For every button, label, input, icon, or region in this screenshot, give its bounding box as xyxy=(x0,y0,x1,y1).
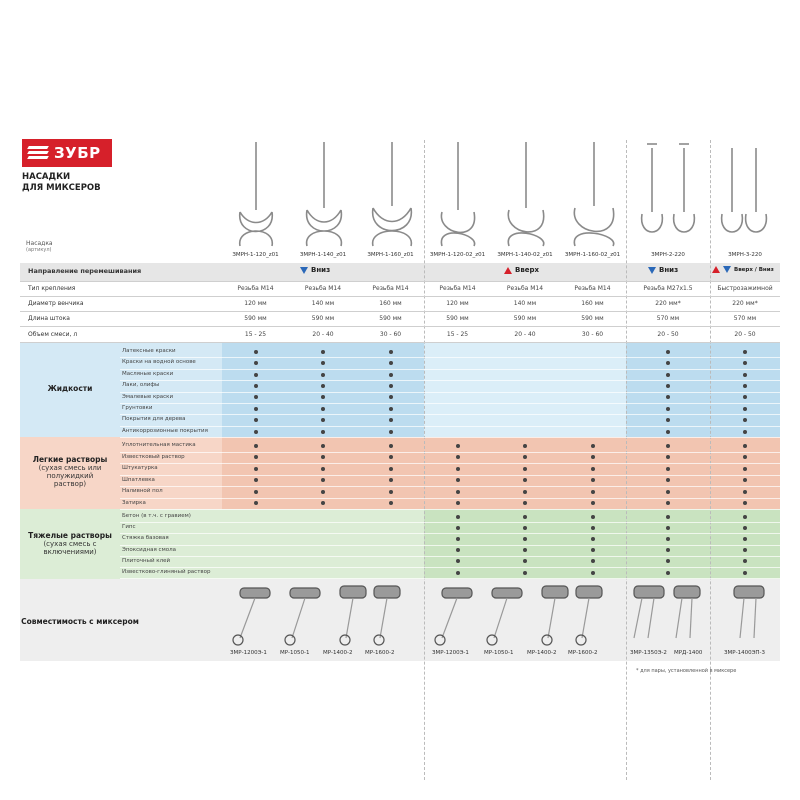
mixer-label: МР-1400-2 xyxy=(323,650,353,656)
compatibility-dot xyxy=(591,559,595,563)
compatibility-dot xyxy=(666,350,670,354)
mixer-icon xyxy=(340,586,366,645)
compatibility-dot xyxy=(666,430,670,434)
compatibility-dot xyxy=(456,537,460,541)
paddle-icon xyxy=(746,148,767,232)
compatibility-dot xyxy=(743,444,747,448)
compatibility-dot xyxy=(666,571,670,575)
mixer-icon xyxy=(285,588,320,645)
compatibility-dot xyxy=(321,490,325,494)
mount-label: Тип крепления xyxy=(28,285,76,292)
compatibility-dot xyxy=(321,430,325,434)
product-name: ЗМРН-1-140_z01 xyxy=(299,252,347,258)
length-cell: 570 мм xyxy=(733,315,757,322)
brand-logo xyxy=(22,139,112,167)
paddle-icon xyxy=(674,144,695,232)
compatibility-dot xyxy=(743,430,747,434)
compatibility-dot xyxy=(456,515,460,519)
material-label: Латексные краски xyxy=(122,348,176,354)
row-divider xyxy=(120,498,780,499)
mixer-label: МР-1050-1 xyxy=(484,650,514,656)
mixer-label: МР-1050-1 xyxy=(280,650,310,656)
diameter-cell: 160 мм xyxy=(581,300,604,307)
compatibility-dot xyxy=(743,537,747,541)
direction-text: Вверх xyxy=(515,266,540,274)
light-subtitle: (сухая смесь или полужидкий раствор) xyxy=(38,464,102,488)
compatibility-dot xyxy=(666,537,670,541)
compatibility-dot xyxy=(254,444,258,448)
compatibility-dot xyxy=(743,515,747,519)
compatibility-dot xyxy=(456,526,460,530)
diameter-label: Диаметр венчика xyxy=(28,300,84,307)
material-label: Плиточный клей xyxy=(122,557,171,564)
title-line-2: ДЛЯ МИКСЕРОВ xyxy=(22,183,101,193)
page-title xyxy=(22,172,101,194)
material-label: Масляные краски xyxy=(122,370,174,377)
compatibility-dot xyxy=(254,395,258,399)
paddle-icon xyxy=(508,142,543,246)
compatibility-dot xyxy=(666,490,670,494)
material-label: Грунтовки xyxy=(122,405,153,411)
diameter-cell: 140 мм xyxy=(311,300,335,307)
compatibility-dot xyxy=(389,444,393,448)
compatibility-dot xyxy=(591,571,595,575)
compatibility-dot xyxy=(591,478,595,482)
length-cell: 590 мм xyxy=(379,315,402,322)
compatibility-dot xyxy=(254,407,258,411)
mixer-icon xyxy=(734,586,764,638)
mixer-label: ЗМР-1200Э-1 xyxy=(432,650,469,656)
row-divider xyxy=(120,380,780,381)
row-divider xyxy=(120,556,780,557)
volume-cell: 15 - 25 xyxy=(244,331,267,338)
row-divider xyxy=(120,578,780,579)
compatibility-dot xyxy=(523,490,527,494)
volume-cell: 20 - 50 xyxy=(734,331,756,338)
mixer-label: МР-1400-2 xyxy=(527,650,557,656)
row-divider xyxy=(120,437,780,438)
material-label: Покрытия для дерева xyxy=(122,416,186,423)
compatibility-dot xyxy=(389,418,393,422)
material-label: Известково-глиняный раствор xyxy=(122,569,211,575)
mixer-label: ЗМР-1400ЭП-3 xyxy=(724,650,766,656)
product-name: ЗМРН-1-120-02_z01 xyxy=(429,252,486,258)
compatibility-dot xyxy=(389,478,393,482)
paddle-icon xyxy=(373,142,412,246)
sku-label xyxy=(26,240,53,254)
material-label: Затирка xyxy=(122,499,146,506)
compatibility-dot xyxy=(254,490,258,494)
title-line-1: НАСАДКИ xyxy=(22,172,71,182)
compatibility-dot xyxy=(389,501,393,505)
volume-cell: 30 - 60 xyxy=(379,331,402,338)
mixer-icon xyxy=(487,588,522,645)
paddle-icon xyxy=(722,148,743,232)
compatibility-dot xyxy=(254,467,258,471)
arrow-down-icon xyxy=(723,266,731,273)
compatibility-dot xyxy=(743,373,747,377)
compatibility-dot xyxy=(389,467,393,471)
compatibility-dot xyxy=(743,384,747,388)
compatibility-dot xyxy=(389,407,393,411)
compatibility-dot xyxy=(389,350,393,354)
mixer-icon xyxy=(542,586,568,645)
compatibility-dot xyxy=(523,444,527,448)
row-divider xyxy=(120,486,780,487)
compatibility-dot xyxy=(389,373,393,377)
compatibility-dot xyxy=(743,571,747,575)
compatibility-dot xyxy=(254,384,258,388)
material-label: Штукатурка xyxy=(122,465,158,471)
mount-cell: Резьба М14 xyxy=(574,285,611,292)
mixer-icon xyxy=(674,586,700,638)
compatibility-dot xyxy=(254,361,258,365)
compatibility-dot xyxy=(591,444,595,448)
material-label: Антикоррозионные покрытия xyxy=(122,427,208,434)
product-name: ЗМРН-2-220 xyxy=(651,252,685,258)
mixer-label: МР-1600-2 xyxy=(568,650,598,656)
compatibility-dot xyxy=(666,467,670,471)
row-divider xyxy=(120,426,780,427)
row-divider xyxy=(120,392,780,393)
row-divider xyxy=(120,509,780,510)
compatibility-dot xyxy=(591,537,595,541)
compatibility-dot xyxy=(254,350,258,354)
arrow-up-icon xyxy=(712,266,720,273)
compatibility-dot xyxy=(456,490,460,494)
material-label: Краски на водной основе xyxy=(122,359,196,366)
compatibility-dot xyxy=(591,467,595,471)
mixer-icon xyxy=(576,586,602,645)
mixer-icon xyxy=(435,588,472,645)
direction-down xyxy=(300,266,330,274)
compatibility-dot xyxy=(389,455,393,459)
diameter-cell: 120 мм xyxy=(446,300,469,307)
volume-cell: 30 - 60 xyxy=(581,331,604,338)
product-name: ЗМРН-1-160-02_z01 xyxy=(564,252,621,258)
compatibility-dot xyxy=(591,455,595,459)
length-cell: 590 мм xyxy=(311,315,335,322)
compatibility-dot xyxy=(321,350,325,354)
arrow-down-icon xyxy=(648,267,656,274)
compatibility-dot xyxy=(523,537,527,541)
compatibility-dot xyxy=(456,444,460,448)
paddle-icon xyxy=(574,142,613,246)
row-divider xyxy=(120,452,780,453)
direction-label: Направление перемешивания xyxy=(28,267,142,275)
compatibility-dot xyxy=(389,395,393,399)
product-name: ЗМРН-1-120_z01 xyxy=(232,252,279,258)
compatibility-dot xyxy=(456,501,460,505)
row-divider xyxy=(120,533,780,534)
compatibility-dot xyxy=(456,455,460,459)
compatibility-dot xyxy=(321,384,325,388)
row-divider xyxy=(120,357,780,358)
length-cell: 590 мм xyxy=(513,315,537,322)
row-divider xyxy=(120,414,780,415)
material-label: Шпатлевка xyxy=(122,476,155,483)
row-divider xyxy=(120,475,780,476)
row-divider xyxy=(120,463,780,464)
material-label: Известковый раствор xyxy=(122,453,185,460)
compatibility-dot xyxy=(254,478,258,482)
compatibility-dot xyxy=(743,407,747,411)
compatibility-dot xyxy=(666,373,670,377)
mount-cell: Резьба М14 xyxy=(237,285,274,292)
length-cell: 590 мм xyxy=(581,315,604,322)
mount-cell: Резьба М14 xyxy=(372,285,409,292)
direction-text: Вверх / Вниз xyxy=(734,266,774,273)
brand-mark-icon xyxy=(28,145,48,161)
compatibility-dot xyxy=(743,490,747,494)
compatibility-dot xyxy=(591,490,595,494)
row-divider xyxy=(120,545,780,546)
mixer-illustrations xyxy=(222,582,780,648)
mount-cell: Быстрозажимной xyxy=(717,285,773,292)
brand-name: ЗУБР xyxy=(54,144,101,162)
heavy-subtitle: (сухая смесь с включениями) xyxy=(43,540,97,556)
compatibility-dot xyxy=(523,571,527,575)
material-label: Лаки, олифы xyxy=(122,382,160,389)
volume-cell: 20 - 40 xyxy=(514,331,536,338)
row-divider xyxy=(120,403,780,404)
mount-cell: Резьба М14 xyxy=(304,285,342,292)
material-label: Гипс xyxy=(122,524,136,531)
compatibility-dot xyxy=(743,350,747,354)
compatibility-dot xyxy=(456,478,460,482)
compatibility-dot xyxy=(666,526,670,530)
direction-both xyxy=(712,266,774,273)
compatibility-dot xyxy=(456,548,460,552)
compatibility-dot xyxy=(743,526,747,530)
material-label: Стяжка базовая xyxy=(122,535,169,542)
direction-down xyxy=(648,266,678,274)
liquids-title: Жидкости xyxy=(47,384,93,393)
light-title: Легкие растворы (сухая смесь или полужидкий раствор) xyxy=(32,455,108,488)
compatibility-dot xyxy=(254,430,258,434)
diameter-cell: 220 мм* xyxy=(655,300,681,307)
diameter-cell: 160 мм xyxy=(379,300,402,307)
material-label: Эмалевые краски xyxy=(122,393,174,400)
material-label: Бетон (в т.ч. с гравием) xyxy=(122,513,191,519)
compatibility-dot xyxy=(591,548,595,552)
paddle-icon xyxy=(441,142,474,246)
compatibility-dot xyxy=(389,384,393,388)
row-divider xyxy=(120,522,780,523)
volume-cell: 15 - 25 xyxy=(446,331,469,338)
volume-label: Объем смеси, л xyxy=(28,331,78,338)
arrow-up-icon xyxy=(504,267,512,274)
sku-label-sub: (артикул) xyxy=(26,247,52,253)
arrow-down-icon xyxy=(300,267,308,274)
direction-text: Вниз xyxy=(659,266,679,274)
length-label: Длина штока xyxy=(28,315,70,322)
length-cell: 590 мм xyxy=(446,315,469,322)
direction-text: Вниз xyxy=(311,266,331,274)
compatibility-dot xyxy=(321,373,325,377)
compatibility-dot xyxy=(523,467,527,471)
diameter-cell: 120 мм xyxy=(244,300,267,307)
mixer-label: МРД-1400 xyxy=(674,650,703,656)
compatibility-dot xyxy=(389,490,393,494)
compatibility-dot xyxy=(321,407,325,411)
diameter-cell: 140 мм xyxy=(513,300,537,307)
compat-title: Совместимость с миксером xyxy=(21,617,139,626)
mixer-icon xyxy=(374,586,400,645)
compatibility-dot xyxy=(254,501,258,505)
paddle-icon xyxy=(307,142,342,246)
volume-cell: 20 - 40 xyxy=(312,331,334,338)
product-name: ЗМРН-3-220 xyxy=(728,252,762,258)
compatibility-dot xyxy=(456,571,460,575)
material-label: Эпоксидная смола xyxy=(122,546,176,553)
compatibility-dot xyxy=(321,444,325,448)
footnote: * для пары, установленной в миксере xyxy=(636,668,737,674)
length-cell: 570 мм xyxy=(656,315,680,322)
compatibility-dot xyxy=(523,526,527,530)
compatibility-dot xyxy=(456,467,460,471)
compatibility-dot xyxy=(591,526,595,530)
volume-cell: 20 - 50 xyxy=(657,331,679,338)
row-divider xyxy=(120,567,780,568)
compatibility-dot xyxy=(254,373,258,377)
product-name: ЗМРН-1-140-02_z01 xyxy=(497,252,553,258)
compatibility-dot xyxy=(666,515,670,519)
mount-cell: Резьба М14 xyxy=(506,285,544,292)
compatibility-dot xyxy=(591,515,595,519)
compatibility-dot xyxy=(666,407,670,411)
paddle-illustrations xyxy=(222,138,780,250)
direction-up xyxy=(504,266,539,274)
mixer-icon xyxy=(634,586,664,638)
row-divider xyxy=(120,369,780,370)
length-cell: 590 мм xyxy=(244,315,267,322)
compatibility-dot xyxy=(666,384,670,388)
paddle-icon xyxy=(240,142,273,246)
mixer-label: ЗМР-1200Э-1 xyxy=(230,650,267,656)
compatibility-dot xyxy=(254,418,258,422)
mixer-icon xyxy=(233,588,270,645)
heavy-title: Тяжелые растворы (сухая смесь с включениями) xyxy=(28,531,112,556)
material-label: Уплотнительная мастика xyxy=(122,442,196,448)
compatibility-dot xyxy=(321,467,325,471)
compatibility-dot xyxy=(591,501,595,505)
mount-cell: Резьба М14 xyxy=(439,285,476,292)
compatibility-dot xyxy=(456,559,460,563)
mixer-label: МР-1600-2 xyxy=(365,650,395,656)
compatibility-dot xyxy=(389,430,393,434)
product-name: ЗМРН-1-160_z01 xyxy=(367,252,414,258)
diameter-cell: 220 мм* xyxy=(732,300,758,307)
sku-label-text: Насадка xyxy=(26,240,53,247)
compatibility-dot xyxy=(254,455,258,459)
mount-cell: Резьба М27х1.5 xyxy=(643,285,693,292)
compatibility-dot xyxy=(666,444,670,448)
mixer-label: ЗМР-1350Э-2 xyxy=(630,650,667,656)
compatibility-dot xyxy=(743,467,747,471)
compatibility-dot xyxy=(523,515,527,519)
material-label: Наливной пол xyxy=(122,488,163,494)
compatibility-dot xyxy=(389,361,393,365)
paddle-icon xyxy=(642,144,663,232)
